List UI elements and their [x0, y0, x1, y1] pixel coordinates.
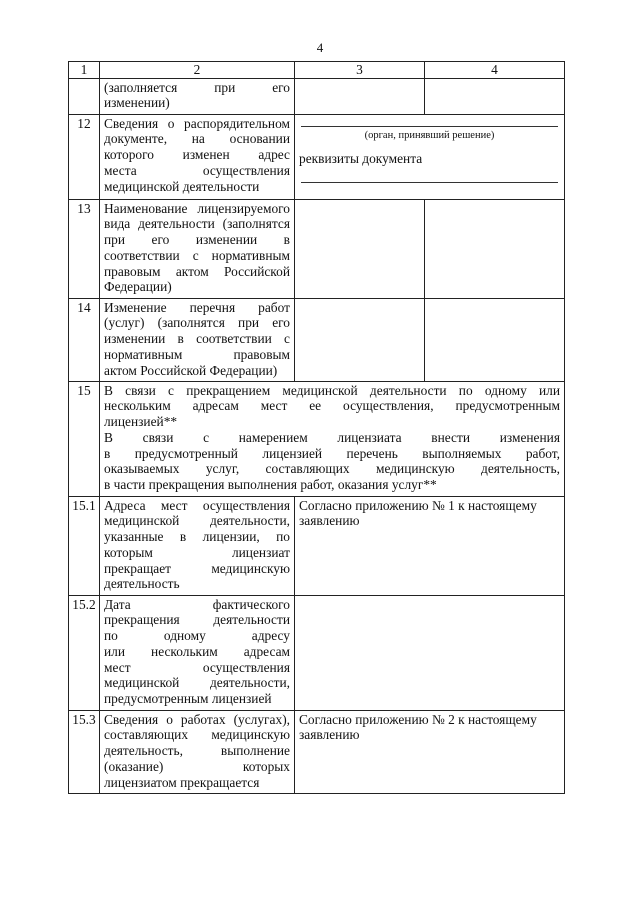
row-number: 13 — [69, 199, 100, 298]
column-header-1: 1 — [69, 62, 100, 79]
activity-name-value-4[interactable] — [425, 199, 565, 298]
row-number: 14 — [69, 298, 100, 381]
activity-name-value-3[interactable] — [295, 199, 425, 298]
page-number: 4 — [316, 40, 324, 55]
application-form-table — [68, 61, 565, 794]
row-label: Изменение перечня работ (услуг) (заполнятся при его изменении в соответствии с нормативным правовым актом Российской Федерации) — [100, 298, 295, 381]
row-label: Сведения о работах (услугах), составляющих медицинскую деятельность, выполнение (оказание) которых лицензиатом прекращается — [100, 710, 295, 793]
requisites-blank-line — [301, 182, 558, 183]
table-row — [69, 496, 565, 595]
table-row — [69, 78, 565, 114]
column-header-3: 3 — [295, 62, 425, 79]
requisites-label: реквизиты документа — [299, 150, 423, 166]
row-number: 12 — [69, 114, 100, 199]
table-row — [69, 710, 565, 793]
row-label: Дата фактического прекращения деятельности по одному адресу или нескольким адресам мест осуществления медицинской деятельности, предусмотренным лицензией — [100, 595, 295, 710]
works-list-value-4[interactable] — [425, 298, 565, 381]
table-row — [69, 114, 565, 199]
table-row — [69, 199, 565, 298]
works-list-value-3[interactable] — [295, 298, 425, 381]
row-number: 15.3 — [69, 710, 100, 793]
column-header-2: 2 — [100, 62, 295, 79]
column-header-4: 4 — [425, 62, 565, 79]
row-continuation-value-4[interactable] — [425, 78, 565, 114]
works-info-value[interactable]: Согласно приложению № 2 к настоящему заявлению — [295, 710, 565, 793]
table-row — [69, 595, 565, 710]
row-continuation-label: (заполняется при его изменении) — [100, 78, 295, 114]
termination-date-value[interactable] — [295, 595, 565, 710]
row-number: 15.1 — [69, 496, 100, 595]
addresses-value[interactable]: Согласно приложению № 1 к настоящему заявлению — [295, 496, 565, 595]
section-15-text: В связи с прекращением медицинской деятельности по одному или нескольким адресам мест ее осуществления, предусмотренным лицензией** В связи с намерением лицензиата внести изменения в предусмотренный лицензией перечень выполняемых работ, оказываемых услуг, составляющих медицинскую деятельность, в части прекращения выполнения работ, оказания услуг** — [100, 381, 565, 496]
table-row — [69, 298, 565, 381]
row-number: 15 — [69, 381, 100, 496]
row-label: Сведения о распорядительном документе, на основании которого изменен адрес места осуществления медицинской деятельности — [100, 114, 295, 199]
column-header-row — [69, 62, 565, 79]
decision-document-cell[interactable] — [295, 114, 565, 199]
row-label: Адреса мест осуществления медицинской деятельности, указанные в лицензии, по которым лицензиат прекращает медицинскую деятельность — [100, 496, 295, 595]
row-label: Наименование лицензируемого вида деятельности (заполнятся при его изменении в соответствии с нормативным правовым актом Российской Федерации) — [100, 199, 295, 298]
organ-caption: (орган, принявший решение) — [364, 129, 495, 141]
row-continuation-value-3[interactable] — [295, 78, 425, 114]
row-number: 15.2 — [69, 595, 100, 710]
table-row — [69, 381, 565, 496]
